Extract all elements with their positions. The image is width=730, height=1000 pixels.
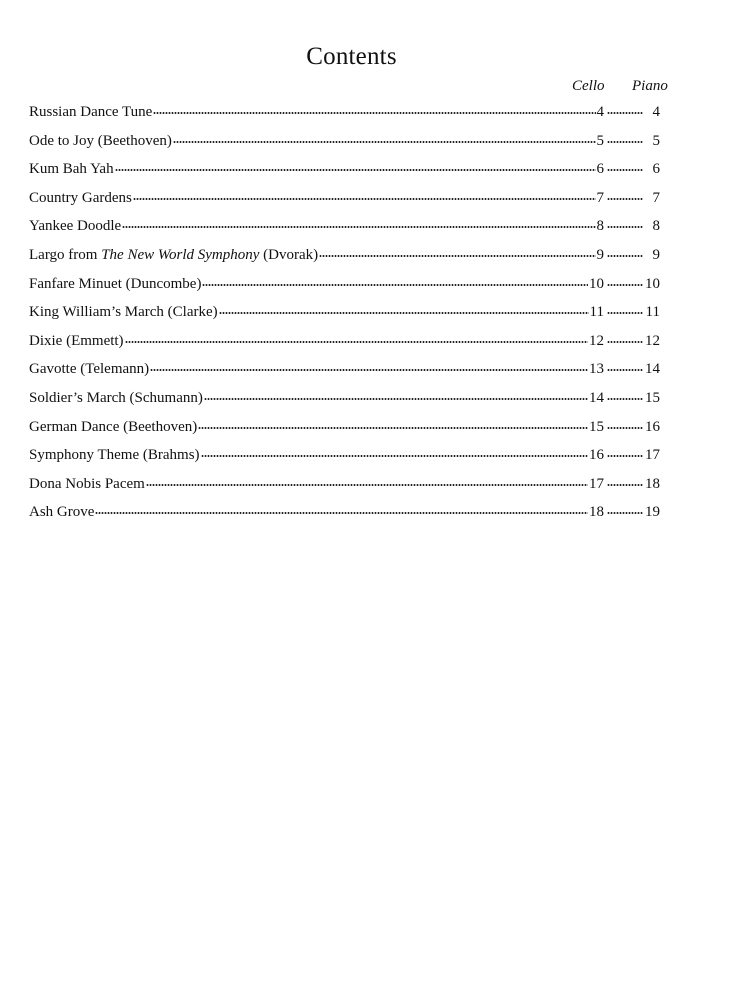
dot-leader: [607, 397, 643, 401]
piano-column-header: Piano: [632, 78, 668, 94]
dot-leader: [607, 254, 643, 258]
entry-title: Kum Bah Yah: [29, 161, 114, 178]
dot-leader: [319, 254, 595, 258]
cello-page-number: 5: [596, 132, 604, 149]
dot-leader: [173, 140, 596, 144]
dot-leader: [607, 426, 643, 430]
dot-leader: [607, 111, 643, 115]
dot-leader: [607, 454, 643, 458]
entry-title: Soldier’s March (Schumann): [29, 389, 203, 406]
cello-page-number: 10: [589, 275, 604, 292]
toc-entry[interactable]: [29, 333, 660, 362]
toc-entry[interactable]: [29, 447, 660, 476]
dot-leader: [115, 168, 596, 172]
page-title: Contents: [306, 43, 397, 70]
piano-page-number: 7: [652, 189, 660, 206]
dot-leader: [133, 197, 596, 201]
cello-page-number: 11: [589, 304, 604, 321]
dot-leader: [607, 340, 643, 344]
dot-leader: [202, 283, 588, 287]
dot-leader: [95, 511, 588, 515]
cello-page-number: 17: [589, 475, 604, 492]
piano-page-number: 11: [645, 304, 660, 321]
cello-page-number: 15: [589, 418, 604, 435]
piano-page-number: 10: [645, 275, 660, 292]
entry-title: Ode to Joy (Beethoven): [29, 132, 172, 149]
dot-leader: [607, 197, 643, 201]
dot-leader: [607, 140, 643, 144]
piano-page-number: 6: [652, 161, 660, 178]
cello-page-number: 18: [589, 504, 604, 521]
piano-page-number: 9: [652, 246, 660, 263]
column-headers: [560, 78, 702, 100]
piano-page-number: 19: [645, 504, 660, 521]
entry-title: Yankee Doodle: [29, 218, 122, 235]
entry-title: Symphony Theme (Brahms): [29, 447, 200, 464]
entry-title: King William’s March (Clarke): [29, 304, 218, 321]
entry-title: Fanfare Minuet (Duncombe): [29, 275, 202, 292]
entry-title: Country Gardens: [29, 189, 132, 206]
dot-leader: [607, 225, 643, 229]
dot-leader: [201, 454, 588, 458]
entry-title: German Dance (Beethoven): [29, 418, 198, 435]
cello-page-number: 8: [596, 218, 604, 235]
piano-page-number: 5: [652, 132, 660, 149]
dot-leader: [607, 311, 643, 315]
entry-title: Dona Nobis Pacem: [29, 475, 145, 492]
entry-title-italic: The New World Symphony: [101, 246, 260, 263]
toc-entry[interactable]: [29, 276, 660, 305]
cello-page-number: 14: [589, 389, 604, 406]
toc-entry[interactable]: [29, 390, 660, 419]
dot-leader: [153, 111, 595, 115]
toc-entry[interactable]: [29, 190, 660, 219]
cello-page-number: 7: [596, 189, 604, 206]
toc-entry[interactable]: [29, 161, 660, 190]
toc-entry[interactable]: [29, 476, 660, 505]
piano-page-number: 15: [645, 389, 660, 406]
toc-entry[interactable]: [29, 133, 660, 162]
dot-leader: [219, 311, 589, 315]
entry-title: Dixie (Emmett): [29, 332, 124, 349]
piano-page-number: 4: [652, 104, 660, 120]
toc-entry[interactable]: [29, 361, 660, 390]
toc-entry[interactable]: [29, 104, 660, 133]
cello-page-number: 13: [589, 361, 604, 378]
entry-title: Ash Grove: [29, 504, 95, 521]
cello-column-header: Cello: [572, 78, 605, 94]
toc-entry[interactable]: [29, 218, 660, 247]
dot-leader: [607, 511, 643, 515]
piano-page-number: 18: [645, 475, 660, 492]
entry-title: [29, 247, 318, 264]
dot-leader: [607, 368, 643, 372]
entry-title-prefix: Largo from: [29, 246, 102, 263]
entry-title-suffix: (Dvorak): [259, 246, 319, 263]
dot-leader: [607, 483, 643, 487]
entry-title: Gavotte (Telemann): [29, 361, 150, 378]
dot-leader: [146, 483, 588, 487]
piano-page-number: 17: [645, 447, 660, 464]
toc-entry[interactable]: [29, 419, 660, 448]
toc-entry[interactable]: [29, 247, 660, 276]
dot-leader: [198, 426, 588, 430]
dot-leader: [607, 283, 643, 287]
cello-page-number: 12: [589, 332, 604, 349]
table-of-contents: [29, 104, 660, 533]
dot-leader: [125, 340, 588, 344]
dot-leader: [150, 368, 588, 372]
toc-entry[interactable]: [29, 304, 660, 333]
dot-leader: [607, 168, 643, 172]
toc-entry[interactable]: [29, 504, 660, 533]
piano-page-number: 14: [645, 361, 660, 378]
piano-page-number: 8: [652, 218, 660, 235]
dot-leader: [204, 397, 588, 401]
cello-page-number: 4: [596, 104, 604, 120]
piano-page-number: 16: [645, 418, 660, 435]
cello-page-number: 9: [596, 246, 604, 263]
entry-title: Russian Dance Tune: [29, 104, 153, 120]
cello-page-number: 16: [589, 447, 604, 464]
piano-page-number: 12: [645, 332, 660, 349]
cello-page-number: 6: [596, 161, 604, 178]
dot-leader: [122, 225, 595, 229]
